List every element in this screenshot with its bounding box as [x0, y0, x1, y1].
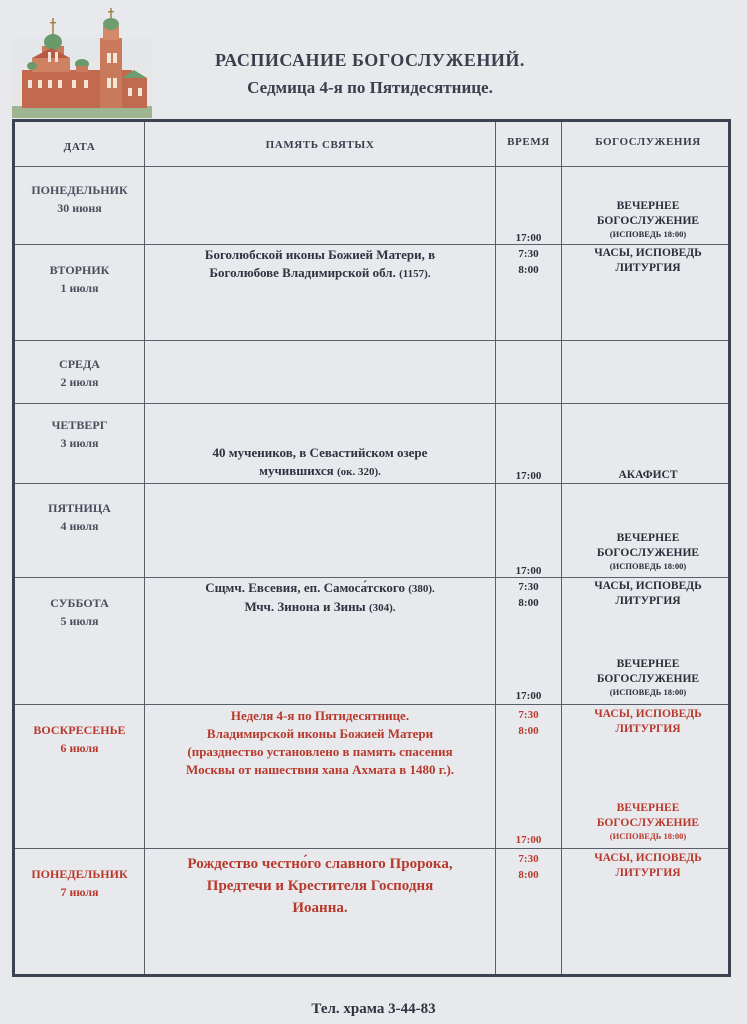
time-hours: 7:30	[518, 709, 539, 721]
service-evening	[562, 801, 734, 842]
service-evening: АКАФИСТ	[618, 469, 678, 481]
day-name: ВТОРНИК	[49, 263, 110, 277]
memory-line: Иоанна.	[292, 900, 348, 916]
memory-line: Владимирской иконы Божией Матери	[206, 726, 434, 741]
service-morning	[562, 579, 734, 609]
confession-note: (ИСПОВЕДЬ 18:00)	[609, 229, 687, 239]
service-line: ЛИТУРГИЯ	[615, 723, 681, 735]
time-liturgy: 8:00	[518, 725, 539, 737]
service-line: БОГОСЛУЖЕНИЕ	[596, 817, 700, 829]
church-phone: Тел. храма 3-44-83	[311, 1001, 436, 1017]
memory-text: Сщмч. Евсевия, еп. Самоса́тского	[205, 580, 405, 595]
time-morning	[496, 579, 561, 611]
memory-text: Мчч. Зинона и Зины	[244, 599, 366, 614]
day-name: ПЯТНИЦА	[48, 501, 111, 515]
memory-line: (празднество установлено в память спасения	[187, 744, 453, 759]
service-line: БОГОСЛУЖЕНИЕ	[596, 547, 700, 559]
memory-line: Москвы от нашествия хана Ахмата в 1480 г.).	[185, 762, 455, 777]
church-illustration	[12, 8, 152, 118]
memory-line: Предтечи и Крестителя Господня	[206, 878, 434, 894]
service-line: ЛИТУРГИЯ	[615, 867, 681, 879]
day-name: СРЕДА	[59, 357, 100, 371]
service-morning	[562, 851, 734, 881]
time-morning	[496, 707, 561, 739]
page-subtitle: Седмица 4-я по Пятидесятнице.	[247, 78, 493, 97]
time-evening: 17:00	[515, 834, 542, 846]
memory-line	[145, 598, 495, 617]
service-line: ЧАСЫ, ИСПОВЕДЬ	[594, 580, 702, 592]
time-hours: 7:30	[518, 581, 539, 593]
time-evening: 17:00	[515, 690, 542, 702]
service-line: ВЕЧЕРНЕЕ	[616, 658, 680, 670]
memory-year: (304).	[368, 602, 396, 614]
saint-memory	[145, 853, 495, 919]
memory-year: (1157).	[399, 268, 431, 280]
service-evening	[562, 199, 734, 240]
memory-line: Неделя 4-я по Пятидесятнице.	[230, 708, 410, 723]
memory-text: Боголюбове Владимирской обл.	[209, 265, 396, 280]
column-header-date: ДАТА	[63, 141, 96, 153]
column-header-time: ВРЕМЯ	[507, 136, 550, 148]
time-liturgy: 8:00	[518, 597, 539, 609]
service-line: ВЕЧЕРНЕЕ	[616, 532, 680, 544]
service-line: БОГОСЛУЖЕНИЕ	[596, 215, 700, 227]
memory-line	[145, 264, 495, 283]
time-hours: 7:30	[518, 248, 539, 260]
service-line: ЧАСЫ, ИСПОВЕДЬ	[594, 852, 702, 864]
time-hours: 7:30	[518, 853, 539, 865]
service-evening	[562, 531, 734, 572]
time-evening: 17:00	[515, 232, 542, 244]
saint-memory	[145, 444, 495, 481]
day-name: ПОНЕДЕЛЬНИК	[31, 867, 128, 881]
memory-line	[145, 462, 495, 481]
service-morning	[562, 246, 734, 276]
service-line: БОГОСЛУЖЕНИЕ	[596, 673, 700, 685]
day-date: 4 июля	[60, 519, 99, 533]
service-line: ЧАСЫ, ИСПОВЕДЬ	[594, 708, 702, 720]
day-name: СУББОТА	[50, 596, 109, 610]
time-evening: 17:00	[515, 470, 542, 482]
time-liturgy: 8:00	[518, 869, 539, 881]
service-line: ВЕЧЕРНЕЕ	[616, 200, 680, 212]
memory-line: 40 мучеников, в Севастийском озере	[212, 445, 428, 460]
saint-memory	[145, 707, 495, 779]
service-line: ВЕЧЕРНЕЕ	[616, 802, 680, 814]
time-liturgy: 8:00	[518, 264, 539, 276]
day-date: 5 июля	[60, 614, 99, 628]
day-date: 30 июня	[57, 201, 102, 215]
memory-line: Рождество честно́го славного Пророка,	[187, 856, 453, 872]
memory-year: (ок. 320).	[336, 466, 381, 478]
service-line: ЛИТУРГИЯ	[615, 595, 681, 607]
memory-year: (380).	[408, 583, 435, 595]
service-line: ЧАСЫ, ИСПОВЕДЬ	[594, 247, 702, 259]
time-morning	[496, 851, 561, 883]
memory-text: мучившихся	[259, 463, 334, 478]
day-name: ПОНЕДЕЛЬНИК	[31, 183, 128, 197]
saint-memory	[145, 579, 495, 617]
service-line: ЛИТУРГИЯ	[615, 262, 681, 274]
schedule-table	[12, 119, 731, 977]
saint-memory	[145, 246, 495, 283]
time-evening: 17:00	[515, 565, 542, 577]
column-header-memory: ПАМЯТЬ СВЯТЫХ	[265, 139, 375, 151]
memory-line: Боголюбской иконы Божией Матери, в	[204, 247, 436, 262]
confession-note: (ИСПОВЕДЬ 18:00)	[609, 687, 687, 697]
column-header-services: БОГОСЛУЖЕНИЯ	[595, 136, 701, 148]
day-date: 2 июля	[60, 375, 99, 389]
day-name: ЧЕТВЕРГ	[51, 418, 108, 432]
service-morning	[562, 707, 734, 737]
day-date: 3 июля	[60, 436, 99, 450]
confession-note: (ИСПОВЕДЬ 18:00)	[609, 561, 687, 571]
day-date: 7 июля	[60, 885, 99, 899]
service-evening	[562, 657, 734, 698]
memory-line	[145, 579, 495, 598]
page-title: РАСПИСАНИЕ БОГОСЛУЖЕНИЙ.	[215, 50, 525, 70]
day-date: 1 июля	[60, 281, 99, 295]
day-date: 6 июля	[60, 741, 99, 755]
time-morning	[496, 246, 561, 278]
confession-note: (ИСПОВЕДЬ 18:00)	[609, 831, 687, 841]
day-name: ВОСКРЕСЕНЬЕ	[33, 723, 126, 737]
